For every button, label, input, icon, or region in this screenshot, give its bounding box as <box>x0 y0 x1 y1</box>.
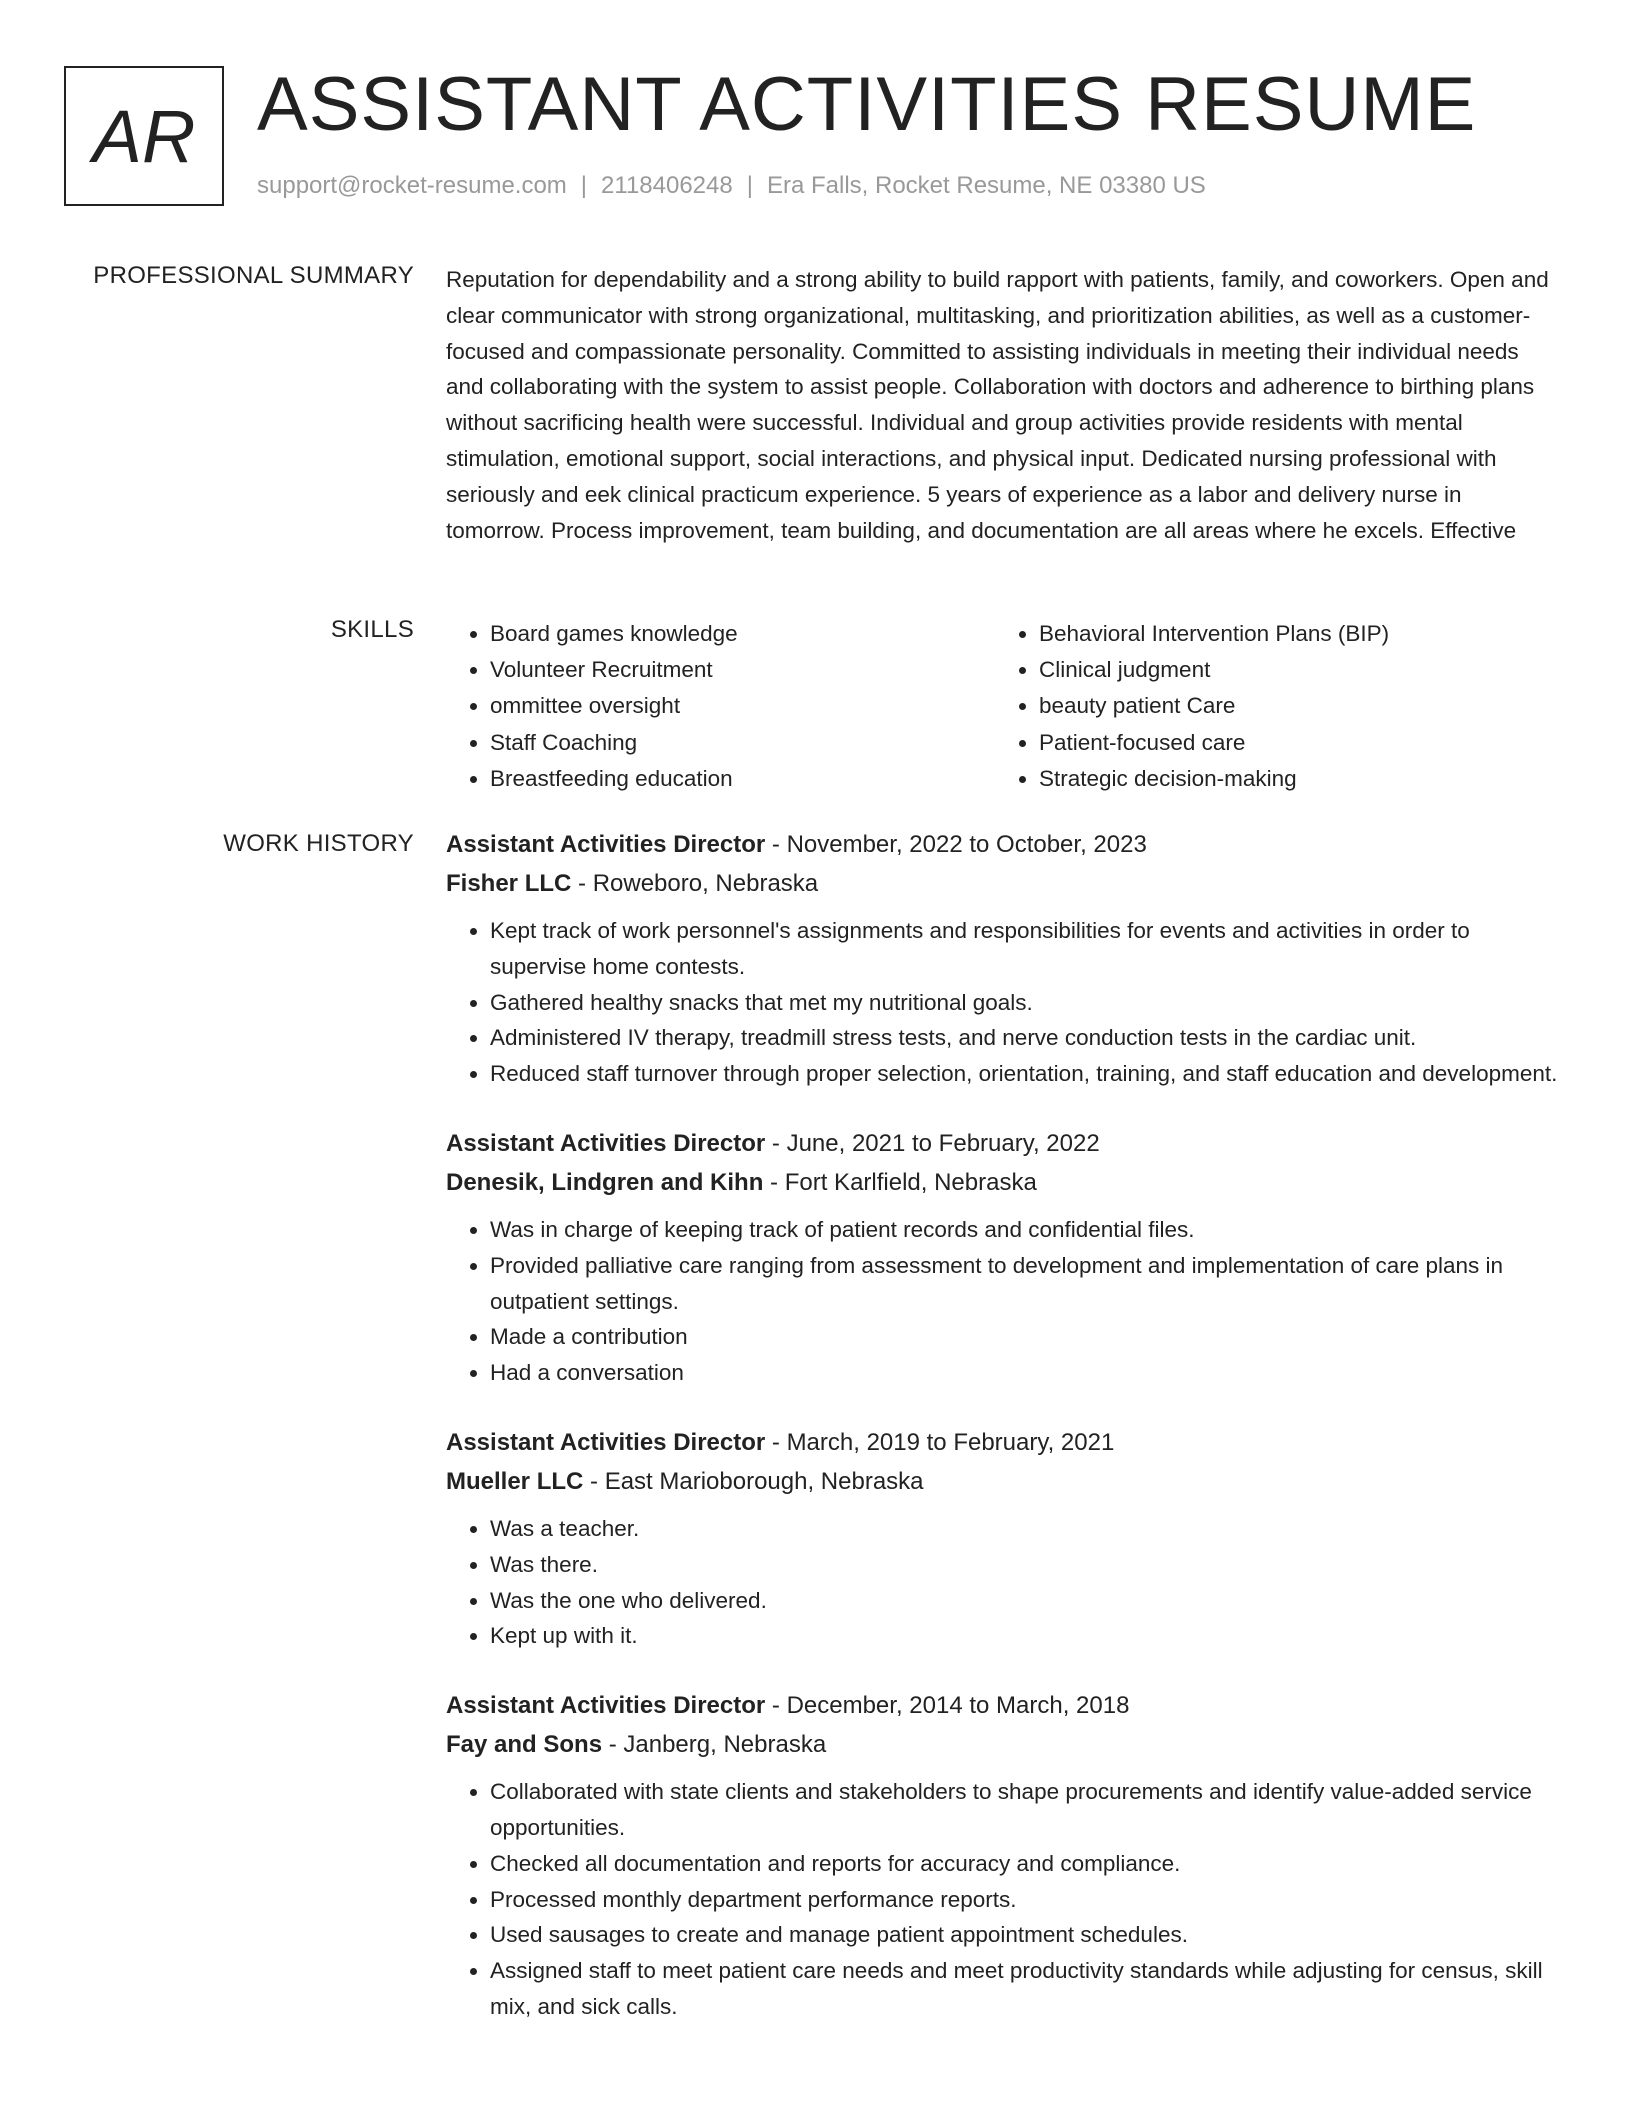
job-bullet: • Used sausages to create and manage patient appointment schedules. <box>490 1917 1561 1953</box>
job-title-line <box>446 1686 1561 1725</box>
job-bullets <box>446 1774 1561 2025</box>
job-company-line <box>446 1163 1561 1202</box>
dash: - <box>771 831 780 858</box>
job-dates: November, 2022 to October, 2023 <box>786 831 1147 858</box>
job-bullet: • Was the one who delivered. <box>490 1583 1561 1619</box>
job-bullet: • Was a teacher. <box>490 1511 1561 1547</box>
job-role: Assistant Activities Director <box>446 831 766 858</box>
job-bullets <box>446 1212 1561 1391</box>
skills-body <box>446 616 1561 797</box>
dash: - <box>770 1168 779 1196</box>
job-bullet: • Assigned staff to meet patient care needs and meet productivity standards while adjusting for census, skill mix, and sick calls. <box>490 1953 1561 2025</box>
skill-item: • Patient-focused care <box>1039 725 1544 761</box>
job-company: Fisher LLC <box>446 870 572 897</box>
job-dates: December, 2014 to March, 2018 <box>786 1692 1130 1720</box>
job-bullet: • Administered IV therapy, treadmill stress tests, and nerve conduction tests in the cardiac unit. <box>490 1020 1561 1056</box>
job-entry <box>446 1686 1561 2025</box>
job-bullet: • Was in charge of keeping track of patient records and confidential files. <box>490 1212 1561 1248</box>
contact-separator: | <box>580 172 588 199</box>
job-bullets <box>446 1511 1561 1654</box>
job-location: Fort Karlfield, Nebraska <box>784 1168 1037 1196</box>
skill-item: • Board games knowledge <box>490 616 995 652</box>
job-bullet: • Kept up with it. <box>490 1618 1561 1654</box>
job-entry <box>446 1423 1561 1654</box>
contact-email[interactable]: support@rocket-resume.com <box>257 172 567 199</box>
job-company-line <box>446 1462 1561 1501</box>
work-history-body <box>446 825 1561 2057</box>
job-entry <box>446 825 1561 1092</box>
job-bullet: • Was there. <box>490 1547 1561 1583</box>
skills-heading: SKILLS <box>330 616 414 643</box>
contact-separator: | <box>746 172 753 199</box>
dash: - <box>771 1129 780 1157</box>
monogram-logo: AR <box>64 66 224 206</box>
resume-title: ASSISTANT ACTIVITIES RESUME <box>257 62 1477 147</box>
job-company: Mueller LLC <box>446 1467 584 1495</box>
job-title-line <box>446 1124 1561 1163</box>
skill-item: • Volunteer Recruitment <box>490 652 995 688</box>
job-company-line <box>446 1725 1561 1764</box>
job-role: Assistant Activities Director <box>446 1428 766 1456</box>
summary-text: Reputation for dependability and a strong ability to build rapport with patients, family, and coworkers. Open and clear communicator with strong organizational, multitasking, and prioritization abilities, as well as a customer-focused and compassionate personality. Committed to assisting individuals in meeting their individual needs and collaborating with the system to assist people. Collaboration with doctors and adherence to birthing plans without sacrificing health were successful. Individual and group activities provide residents with mental stimulation, emotional support, social interactions, and physical input. Dedicated nursing professional with seriously and eek clinical practicum experience. 5 years of experience as a labor and delivery nurse in tomorrow. Process improvement, team building, and documentation are all areas where he excels. Effective <box>446 267 1549 543</box>
job-company: Fay and Sons <box>446 1731 603 1759</box>
contact-line <box>257 172 1206 200</box>
job-role: Assistant Activities Director <box>446 1692 766 1720</box>
skill-item: • beauty patient Care <box>1039 688 1544 724</box>
job-title-line <box>446 1423 1561 1462</box>
job-bullet: • Checked all documentation and reports for accuracy and compliance. <box>490 1846 1561 1882</box>
job-company-line <box>446 864 1561 903</box>
job-entry <box>446 1124 1561 1391</box>
job-bullet: • Provided palliative care ranging from assessment to development and implementation of care plans in outpatient settings. <box>490 1248 1561 1320</box>
skill-item: • Clinical judgment <box>1039 652 1544 688</box>
skill-item: • ommittee oversight <box>490 688 995 724</box>
job-bullet: • Collaborated with state clients and stakeholders to shape procurements and identify value-added service opportunities. <box>490 1774 1561 1846</box>
dash: - <box>608 1731 617 1759</box>
dash: - <box>590 1467 599 1495</box>
summary-body <box>446 262 1561 548</box>
dash: - <box>771 1692 780 1720</box>
job-role: Assistant Activities Director <box>446 1129 766 1157</box>
summary-heading: PROFESSIONAL SUMMARY <box>93 262 414 289</box>
job-bullets <box>446 913 1561 1092</box>
job-company: Denesik, Lindgren and Kihn <box>446 1168 764 1196</box>
work-history-heading: WORK HISTORY <box>223 830 414 857</box>
job-bullet: • Reduced staff turnover through proper selection, orientation, training, and staff education and development. <box>490 1056 1561 1092</box>
job-bullet: • Gathered healthy snacks that met my nutritional goals. <box>490 985 1561 1021</box>
job-bullet: • Processed monthly department performance reports. <box>490 1882 1561 1918</box>
job-location: Janberg, Nebraska <box>623 1731 827 1759</box>
job-title-line <box>446 825 1561 864</box>
dash: - <box>578 870 587 897</box>
contact-address: Era Falls, Rocket Resume, NE 03380 US <box>766 172 1206 199</box>
skills-list-right <box>995 616 1544 797</box>
job-dates: March, 2019 to February, 2021 <box>786 1428 1115 1456</box>
job-bullet: • Made a contribution <box>490 1319 1561 1355</box>
skill-item: • Staff Coaching <box>490 725 995 761</box>
skills-list-left <box>446 616 995 797</box>
dash: - <box>771 1428 780 1456</box>
skill-item: • Breastfeeding education <box>490 761 995 797</box>
job-location: Roweboro, Nebraska <box>592 870 819 897</box>
skill-item: • Strategic decision-making <box>1039 761 1544 797</box>
job-bullet: • Had a conversation <box>490 1355 1561 1391</box>
contact-phone[interactable]: 2118406248 <box>601 172 733 199</box>
job-bullet: • Kept track of work personnel's assignments and responsibilities for events and activities in order to supervise home contests. <box>490 913 1561 985</box>
skill-item: • Behavioral Intervention Plans (BIP) <box>1039 616 1544 652</box>
job-location: East Marioborough, Nebraska <box>604 1467 924 1495</box>
job-dates: June, 2021 to February, 2022 <box>786 1129 1100 1157</box>
